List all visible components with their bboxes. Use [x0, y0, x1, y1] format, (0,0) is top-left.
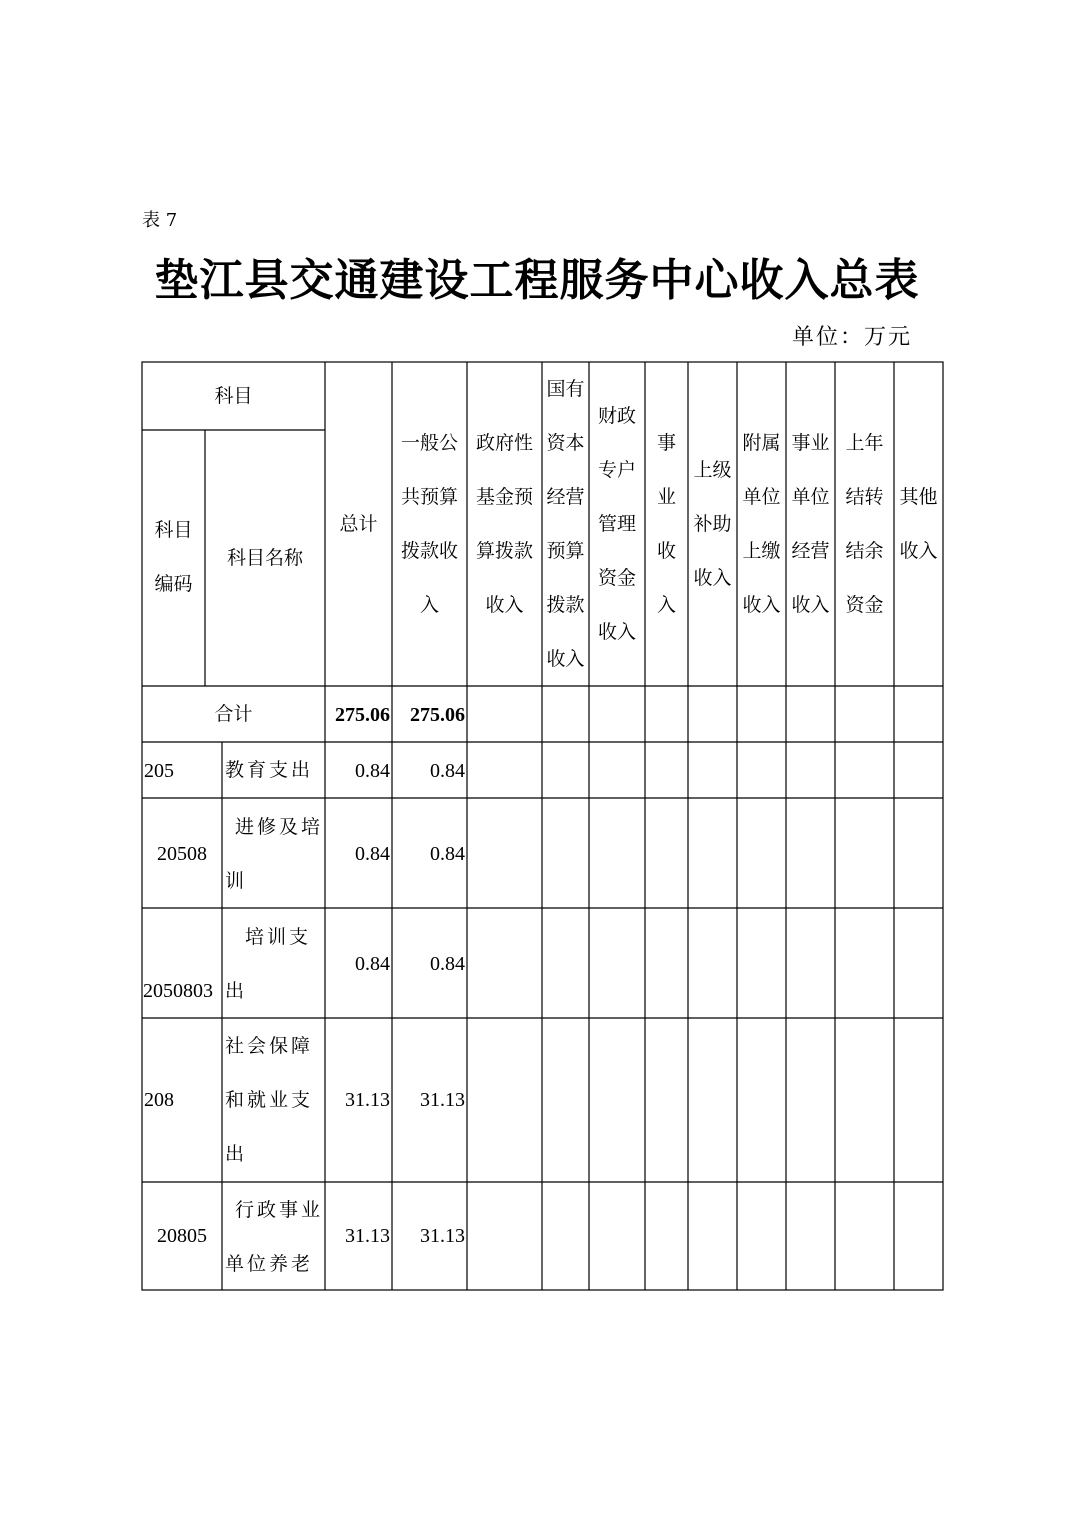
row-total: 0.84: [355, 760, 390, 782]
header-subject: 科目: [214, 385, 253, 407]
header-career-line2: 业: [656, 486, 676, 508]
total-row-general: 275.06: [410, 704, 465, 726]
header-name: 科目名称: [226, 547, 303, 569]
header-state-line3: 经营: [546, 486, 585, 508]
total-row-label: 合计: [214, 703, 253, 725]
header-affiliated-line3: 上缴: [742, 540, 781, 562]
header-fiscal-line2: 专户: [597, 459, 636, 481]
header-business-line2: 单位: [791, 486, 830, 508]
header-state-line1: 国有: [546, 378, 585, 400]
row-total: 0.84: [355, 953, 390, 975]
header-code-line2: 编码: [154, 573, 193, 595]
header-fiscal-line1: 财政: [597, 405, 636, 427]
header-business: [786, 416, 835, 632]
row-name-line1: 进修及培: [235, 816, 324, 838]
row-code: 205: [144, 760, 174, 782]
header-affiliated-line4: 收入: [742, 594, 781, 616]
row-name-line1: 培训支: [245, 926, 312, 948]
header-state-line6: 收入: [546, 648, 585, 670]
header-fiscal-line4: 资金: [597, 567, 636, 589]
header-business-line3: 经营: [791, 540, 830, 562]
header-state-line5: 拨款: [546, 594, 585, 616]
row-name-line2: 训: [225, 870, 248, 892]
table-number-label: 表 7: [142, 210, 178, 231]
header-upper-subsidy: [688, 443, 737, 605]
header-career-income: [645, 416, 688, 632]
header-general-line1: 一般公: [400, 432, 458, 454]
header-carryover: [835, 416, 894, 632]
header-other: [894, 470, 943, 578]
header-upper-line2: 补助: [693, 513, 732, 535]
header-carryover-line4: 资金: [845, 594, 884, 616]
header-gov-fund-line1: 政府性: [475, 432, 533, 454]
row-name-line1: 行政事业: [235, 1199, 324, 1221]
header-gov-fund: [467, 416, 542, 632]
row-code: 20508: [157, 843, 207, 865]
header-upper-line1: 上级: [693, 459, 732, 481]
header-carryover-line1: 上年: [845, 432, 884, 454]
row-name: [225, 1183, 325, 1291]
unit-label: 单位：万元: [791, 325, 912, 350]
row-total: 31.13: [345, 1089, 390, 1111]
header-fiscal-line5: 收入: [597, 621, 636, 643]
header-affiliated-line2: 单位: [742, 486, 781, 508]
header-gov-fund-line3: 算拨款: [475, 540, 533, 562]
row-code: 20805: [157, 1225, 207, 1247]
header-state-line4: 预算: [546, 540, 585, 562]
row-general: 31.13: [420, 1225, 465, 1247]
row-code: 2050803: [143, 980, 213, 1002]
row-general: 31.13: [420, 1089, 465, 1111]
row-total: 31.13: [345, 1225, 390, 1247]
header-code-line1: 科目: [154, 519, 193, 541]
header-general-line3: 拨款收: [400, 540, 458, 562]
header-general-line4: 入: [419, 594, 439, 616]
row-total: 0.84: [355, 843, 390, 865]
header-state-capital: [542, 362, 589, 686]
header-gov-fund-line4: 收入: [485, 594, 524, 616]
row-name-line1: 社会保障: [225, 1035, 314, 1057]
header-upper-line3: 收入: [693, 567, 732, 589]
row-name: [225, 910, 325, 1018]
header-total: 总计: [339, 513, 378, 535]
row-general: 0.84: [430, 953, 465, 975]
header-business-line4: 收入: [791, 594, 830, 616]
header-fiscal-account: [589, 389, 645, 659]
header-career-line1: 事: [656, 432, 676, 454]
header-other-line1: 其他: [899, 486, 938, 508]
row-name: [225, 800, 325, 908]
row-code: 208: [144, 1089, 174, 1111]
header-fiscal-line3: 管理: [597, 513, 636, 535]
row-name: 教育支出: [225, 759, 314, 781]
header-gov-fund-line2: 基金预: [475, 486, 533, 508]
header-other-line2: 收入: [899, 540, 938, 562]
page-title: 垫江县交通建设工程服务中心收入总表: [154, 255, 920, 306]
row-name-line2: 单位养老: [225, 1253, 314, 1275]
header-general-budget: [392, 416, 467, 632]
header-general-line2: 共预算: [400, 486, 458, 508]
row-general: 0.84: [430, 760, 465, 782]
header-business-line1: 事业: [791, 432, 830, 454]
header-code: [142, 503, 205, 611]
row-name-line2: 和就业支: [225, 1089, 314, 1111]
total-row-total: 275.06: [335, 704, 390, 726]
header-affiliated: [737, 416, 786, 632]
row-general: 0.84: [430, 843, 465, 865]
row-name: [225, 1019, 325, 1181]
header-career-line4: 入: [656, 594, 676, 616]
header-career-line3: 收: [656, 540, 676, 562]
row-name-line3: 出: [225, 1143, 248, 1165]
header-affiliated-line1: 附属: [742, 432, 781, 454]
row-name-line2: 出: [225, 980, 248, 1002]
header-carryover-line3: 结余: [845, 540, 884, 562]
header-carryover-line2: 结转: [845, 486, 884, 508]
header-state-line2: 资本: [546, 432, 585, 454]
